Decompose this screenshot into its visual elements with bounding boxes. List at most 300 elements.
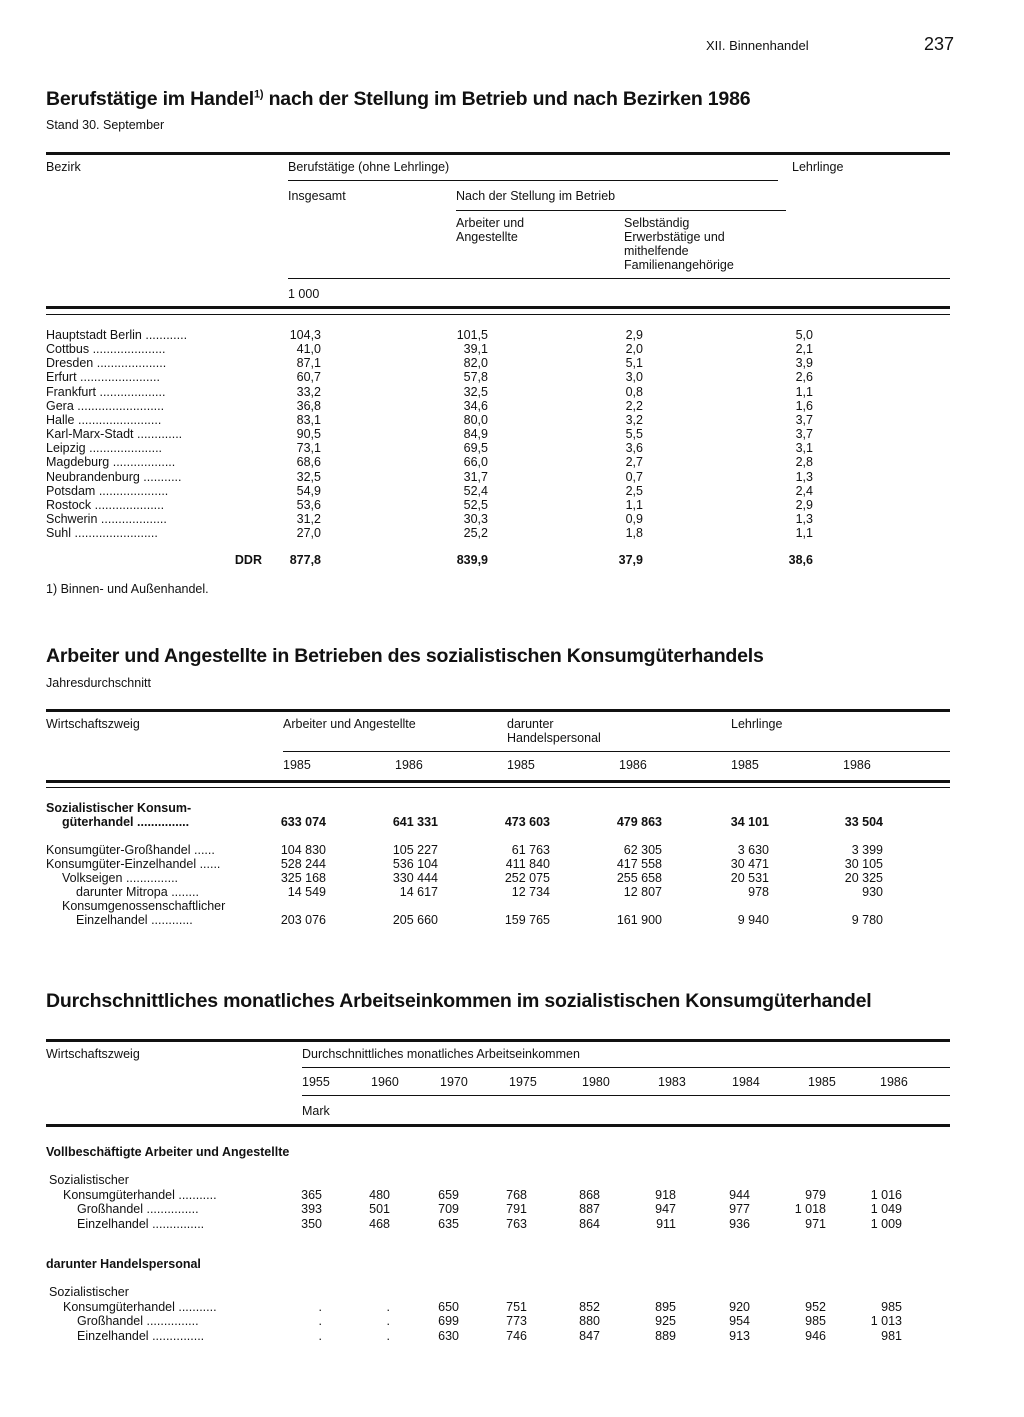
- cell-value: 34 101: [730, 815, 769, 829]
- total-value: 37,9: [618, 553, 643, 567]
- table-row: [46, 1300, 916, 1314]
- t1-col-nach-stellung: Nach der Stellung im Betrieb: [456, 189, 616, 203]
- table-row: [46, 801, 906, 815]
- cell-value: 252 075: [504, 871, 550, 885]
- year-label: 1985: [507, 758, 535, 772]
- cell-value: 971: [805, 1216, 826, 1231]
- t3-rule-years: [302, 1067, 950, 1068]
- row-name: güterhandel: [62, 815, 134, 829]
- table-row: [46, 470, 846, 484]
- t2-col-lehrlinge: Lehrlinge: [731, 717, 783, 731]
- leader-dots: ...........: [174, 1299, 217, 1314]
- leader-dots: .....................: [85, 441, 163, 456]
- table1-title: [46, 88, 750, 111]
- row-label: [49, 1285, 281, 1299]
- table2-subtitle: Jahresdurchschnitt: [46, 676, 151, 690]
- year-label: 1960: [371, 1075, 399, 1089]
- year-label: 1980: [582, 1075, 610, 1089]
- table-row: [46, 356, 846, 370]
- cell-value: 473 603: [504, 815, 550, 829]
- cell-value: 14 549: [287, 885, 326, 899]
- cell-value: 12 734: [511, 885, 550, 899]
- row-name: Großhandel: [77, 1314, 144, 1328]
- cell-value: 979: [805, 1187, 826, 1202]
- leader-dots: ............: [141, 328, 188, 342]
- cell-value: .: [386, 1328, 390, 1343]
- row-label: [46, 413, 262, 427]
- row-label: [46, 470, 262, 484]
- cell-value: 2,4: [795, 483, 813, 498]
- row-name: Magdeburg: [46, 455, 110, 470]
- row-name: Volkseigen: [62, 871, 123, 885]
- table-row: [46, 1329, 916, 1343]
- t1-rule-nach: [456, 210, 786, 211]
- total-value: 877,8: [289, 553, 321, 567]
- cell-value: 53,6: [296, 497, 321, 512]
- cell-value: 5,1: [625, 356, 643, 371]
- cell-value: 36,8: [296, 398, 321, 413]
- cell-value: 1,8: [625, 526, 643, 541]
- row-label: [63, 1300, 281, 1314]
- table3-title: Durchschnittliches monatliches Arbeitseinkommen im sozialistischen Konsumgüterhandel: [46, 990, 872, 1012]
- year-label: 1985: [731, 758, 759, 772]
- year-label: 1986: [843, 758, 871, 772]
- row-name: Einzelhandel: [76, 913, 148, 927]
- cell-value: 5,5: [625, 427, 643, 442]
- row-name: Konsumgüter-Großhandel: [46, 843, 191, 857]
- cell-value: 1 016: [870, 1187, 902, 1202]
- row-name: Hauptstadt Berlin: [46, 328, 142, 342]
- row-name: Konsumgenossenschaftlicher: [62, 899, 226, 913]
- row-label: [77, 1329, 281, 1343]
- cell-value: 2,6: [795, 370, 813, 385]
- leader-dots: .........................: [73, 398, 165, 413]
- row-name: Neubrandenburg: [46, 469, 140, 484]
- t1-col-lehrlinge: Lehrlinge: [792, 160, 844, 174]
- cell-value: 895: [655, 1299, 676, 1314]
- cell-value: 161 900: [616, 913, 662, 927]
- table-row: [46, 455, 846, 469]
- leader-dots: ........: [167, 885, 199, 899]
- cell-value: 480: [369, 1187, 390, 1202]
- cell-value: .: [386, 1299, 390, 1314]
- cell-value: 468: [369, 1216, 390, 1231]
- cell-value: 34,6: [463, 398, 488, 413]
- year-label: 1986: [395, 758, 423, 772]
- cell-value: 880: [579, 1314, 600, 1328]
- cell-value: 947: [655, 1202, 676, 1216]
- row-label: [46, 427, 262, 441]
- row-label: [46, 843, 258, 857]
- table-row: [46, 441, 846, 455]
- cell-value: 3,0: [625, 370, 643, 385]
- leader-dots: ............: [147, 913, 193, 927]
- row-name: Sozialistischer Konsum-: [46, 801, 192, 815]
- t3-header-bottom-rule: [46, 1124, 950, 1127]
- table-row: [46, 1173, 916, 1187]
- cell-value: .: [318, 1328, 322, 1343]
- t1-header-double-rule: [46, 314, 950, 315]
- cell-value: 203 076: [280, 913, 326, 927]
- cell-value: 944: [729, 1187, 750, 1202]
- cell-value: 887: [579, 1202, 600, 1216]
- year-label: 1970: [440, 1075, 468, 1089]
- row-label: [46, 526, 262, 540]
- cell-value: 12 807: [623, 885, 662, 899]
- row-name: Sozialistischer: [49, 1173, 129, 1187]
- leader-dots: ......: [196, 857, 221, 871]
- year-label: 1985: [808, 1075, 836, 1089]
- table-row: [46, 1217, 916, 1231]
- row-name: Dresden: [46, 356, 94, 371]
- table-row: [46, 413, 846, 427]
- cell-value: 3,2: [625, 412, 643, 427]
- cell-value: 981: [881, 1328, 902, 1343]
- section-heading: darunter Handelspersonal: [46, 1257, 201, 1271]
- leader-dots: ...............: [143, 1314, 199, 1328]
- leader-dots: ........................: [71, 526, 158, 541]
- year-label: 1986: [619, 758, 647, 772]
- cell-value: 659: [438, 1187, 459, 1202]
- cell-value: 709: [438, 1202, 459, 1216]
- cell-value: 9 780: [851, 913, 883, 927]
- cell-value: 255 658: [616, 871, 662, 885]
- cell-value: 104 830: [280, 843, 326, 857]
- row-label: [46, 385, 262, 399]
- row-label: [76, 885, 258, 899]
- row-name: darunter Mitropa: [76, 885, 168, 899]
- cell-value: 82,0: [463, 356, 488, 371]
- t1-col-insgesamt: Insgesamt: [288, 189, 346, 203]
- cell-value: 101,5: [456, 328, 488, 342]
- leader-dots: ...................: [97, 512, 167, 526]
- row-label: [46, 328, 262, 342]
- cell-value: 3 399: [851, 843, 883, 857]
- row-name: Konsumgüterhandel: [63, 1299, 175, 1314]
- row-label: [63, 1188, 281, 1202]
- table3-top-rule: [46, 1039, 950, 1042]
- t3-unit: Mark: [302, 1104, 330, 1118]
- row-name: Gera: [46, 398, 74, 413]
- table-row: [46, 857, 906, 871]
- cell-value: 325 168: [280, 871, 326, 885]
- total-value: 38,6: [788, 553, 813, 567]
- cell-value: 80,0: [463, 412, 488, 427]
- table-row: [46, 512, 846, 526]
- cell-value: 936: [729, 1216, 750, 1231]
- year-label: 1975: [509, 1075, 537, 1089]
- cell-value: 0,8: [625, 384, 643, 399]
- cell-value: 350: [301, 1216, 322, 1231]
- row-label: [62, 899, 258, 913]
- cell-value: 39,1: [463, 342, 488, 357]
- cell-value: 1,1: [625, 497, 643, 512]
- table-row: [46, 843, 906, 857]
- cell-value: 105 227: [392, 843, 438, 857]
- year-label: 1986: [880, 1075, 908, 1089]
- row-name: Karl-Marx-Stadt: [46, 427, 134, 442]
- cell-value: 14 617: [399, 885, 438, 899]
- year-label: 1955: [302, 1075, 330, 1089]
- row-label: [76, 913, 258, 927]
- table-row: [46, 899, 906, 913]
- cell-value: 920: [729, 1299, 750, 1314]
- cell-value: 393: [301, 1202, 322, 1216]
- t1-col-berufstaetige: Berufstätige (ohne Lehrlinge): [288, 160, 450, 174]
- cell-value: 411 840: [505, 857, 550, 871]
- t2-header-bottom-rule: [46, 780, 950, 783]
- cell-value: 2,9: [625, 328, 643, 342]
- leader-dots: ...............: [148, 1216, 205, 1231]
- table-row: [46, 885, 906, 899]
- cell-value: 33 504: [844, 815, 883, 829]
- section-heading: Vollbeschäftigte Arbeiter und Angestellte: [46, 1145, 290, 1159]
- cell-value: 913: [729, 1328, 750, 1343]
- row-name: Großhandel: [77, 1202, 144, 1216]
- row-label: [62, 871, 258, 885]
- cell-value: 9 940: [737, 913, 769, 927]
- t2-header-double-rule: [46, 787, 950, 788]
- cell-value: 57,8: [463, 370, 488, 385]
- cell-value: 20 325: [844, 871, 883, 885]
- cell-value: 25,2: [463, 526, 488, 541]
- cell-value: 864: [579, 1216, 600, 1231]
- cell-value: 83,1: [296, 412, 321, 427]
- t1-col-arbeiter: Arbeiter und Angestellte: [456, 216, 525, 244]
- row-name: Rostock: [46, 497, 92, 512]
- cell-value: 2,1: [795, 342, 813, 357]
- cell-value: 0,9: [625, 512, 643, 526]
- table2-title: Arbeiter und Angestellte in Betrieben des sozialistischen Konsumgüterhandels: [46, 645, 764, 667]
- row-name: Halle: [46, 412, 75, 427]
- cell-value: 1,1: [795, 384, 813, 399]
- t1-rule-unit: [288, 278, 950, 279]
- section-header: XII. Binnenhandel: [706, 38, 809, 53]
- leader-dots: ....................: [91, 497, 165, 512]
- row-name: Schwerin: [46, 512, 98, 526]
- leader-dots: ...........: [139, 469, 182, 484]
- cell-value: 751: [506, 1299, 527, 1314]
- footnote-marker: 1): [253, 88, 264, 101]
- cell-value: 20 531: [730, 871, 769, 885]
- t1-header-bottom-rule: [46, 306, 950, 309]
- cell-value: 977: [729, 1202, 750, 1216]
- cell-value: 30 105: [844, 857, 883, 871]
- cell-value: 650: [438, 1299, 459, 1314]
- table-row: [46, 1188, 916, 1202]
- t2-col-wirtschaftszweig: Wirtschaftszweig: [46, 717, 140, 731]
- t3-rule-unit: [302, 1095, 950, 1096]
- t1-col-bezirk: Bezirk: [46, 160, 81, 174]
- cell-value: 1 049: [870, 1202, 902, 1216]
- total-label: DDR: [234, 553, 262, 567]
- table-row: [46, 1314, 916, 1328]
- row-label: [46, 455, 262, 469]
- cell-value: 925: [655, 1314, 676, 1328]
- table1-subtitle: Stand 30. September: [46, 118, 165, 132]
- cell-value: 630: [438, 1328, 459, 1343]
- row-label: [46, 356, 262, 370]
- cell-value: 33,2: [296, 384, 321, 399]
- cell-value: 952: [805, 1299, 826, 1314]
- table-row: [46, 385, 846, 399]
- cell-value: 3,7: [795, 412, 813, 427]
- cell-value: 32,5: [296, 469, 321, 484]
- table-row: [46, 427, 846, 441]
- row-label: [77, 1314, 281, 1328]
- cell-value: 1,1: [795, 526, 813, 541]
- cell-value: 773: [506, 1314, 527, 1328]
- cell-value: 30,3: [463, 512, 488, 526]
- cell-value: .: [318, 1314, 322, 1328]
- cell-value: 90,5: [296, 427, 321, 442]
- cell-value: 954: [729, 1314, 750, 1328]
- row-label: [49, 1173, 281, 1187]
- cell-value: 1 009: [870, 1216, 902, 1231]
- leader-dots: ..................: [109, 455, 176, 470]
- table-row: [46, 1285, 916, 1299]
- row-label: [46, 512, 262, 526]
- cell-value: 87,1: [296, 356, 321, 371]
- cell-value: 946: [805, 1328, 826, 1343]
- cell-value: 205 660: [392, 913, 438, 927]
- leader-dots: ....................: [93, 356, 167, 371]
- cell-value: 54,9: [296, 483, 321, 498]
- cell-value: 3,1: [795, 441, 813, 456]
- cell-value: 52,4: [463, 483, 488, 498]
- row-name: Einzelhandel: [77, 1328, 149, 1343]
- row-label: [46, 484, 262, 498]
- cell-value: 62 305: [623, 843, 662, 857]
- row-name: Suhl: [46, 526, 72, 541]
- cell-value: 985: [805, 1314, 826, 1328]
- cell-value: 66,0: [463, 455, 488, 470]
- year-label: 1983: [658, 1075, 686, 1089]
- year-label: 1984: [732, 1075, 760, 1089]
- t1-rule-beruf: [288, 180, 778, 181]
- t1-unit: 1 000: [288, 287, 320, 301]
- cell-value: 32,5: [463, 384, 488, 399]
- table-row: [46, 328, 846, 342]
- cell-value: 69,5: [463, 441, 488, 456]
- row-label: [62, 815, 258, 829]
- row-label: [46, 342, 262, 356]
- row-name: Leipzig: [46, 441, 86, 456]
- cell-value: 27,0: [296, 526, 321, 541]
- table1-title-text: Berufstätige im Handel: [46, 88, 254, 110]
- t3-col-einkommen: Durchschnittliches monatliches Arbeitseinkommen: [302, 1047, 580, 1061]
- cell-value: 847: [579, 1328, 600, 1343]
- cell-value: 330 444: [392, 871, 438, 885]
- cell-value: 763: [506, 1216, 527, 1231]
- cell-value: 3,6: [625, 441, 643, 456]
- cell-value: 5,0: [795, 328, 813, 342]
- cell-value: 2,5: [625, 483, 643, 498]
- cell-value: 479 863: [616, 815, 662, 829]
- year-label: 1985: [283, 758, 311, 772]
- leader-dots: ...............: [133, 815, 190, 829]
- cell-value: 30 471: [730, 857, 769, 871]
- leader-dots: .......................: [76, 370, 160, 385]
- cell-value: 528 244: [280, 857, 326, 871]
- t2-col-arbeiter: Arbeiter und Angestellte: [283, 717, 416, 731]
- row-name: Konsumgüter-Einzelhandel: [46, 857, 197, 871]
- table-row: [46, 871, 906, 885]
- cell-value: 60,7: [296, 370, 321, 385]
- table-row: [46, 815, 906, 829]
- t1-col-selbstaendig: Selbständig Erwerbstätige und mithelfende Familienangehörige: [624, 216, 734, 272]
- leader-dots: ...............: [122, 871, 179, 885]
- cell-value: 1 018: [794, 1202, 826, 1216]
- leader-dots: .............: [133, 427, 183, 442]
- row-label: [77, 1202, 281, 1216]
- cell-value: 3 630: [737, 843, 769, 857]
- row-name: Sozialistischer: [49, 1285, 129, 1299]
- cell-value: 536 104: [392, 857, 438, 871]
- t2-rule-years: [283, 751, 950, 752]
- leader-dots: ...................: [96, 384, 166, 399]
- cell-value: 417 558: [616, 857, 662, 871]
- leader-dots: .....................: [89, 342, 166, 357]
- row-name: Cottbus: [46, 342, 90, 357]
- table-row: [46, 913, 906, 927]
- cell-value: 868: [579, 1187, 600, 1202]
- cell-value: 2,2: [625, 398, 643, 413]
- cell-value: 2,9: [795, 497, 813, 512]
- cell-value: 2,7: [625, 455, 643, 470]
- row-name: Erfurt: [46, 370, 77, 385]
- total-value: 839,9: [456, 553, 488, 567]
- cell-value: 641 331: [392, 815, 438, 829]
- cell-value: 73,1: [296, 441, 321, 456]
- row-label: [46, 370, 262, 384]
- cell-value: 2,0: [625, 342, 643, 357]
- cell-value: 31,2: [296, 512, 321, 526]
- row-name: Potsdam: [46, 483, 96, 498]
- table2-top-rule: [46, 709, 950, 712]
- cell-value: 61 763: [511, 843, 550, 857]
- cell-value: .: [386, 1314, 390, 1328]
- cell-value: 104,3: [289, 328, 321, 342]
- row-label: [46, 399, 262, 413]
- cell-value: 52,5: [463, 497, 488, 512]
- cell-value: 1,3: [795, 512, 813, 526]
- table-row: [46, 399, 846, 413]
- table1-footnote: 1) Binnen- und Außenhandel.: [46, 582, 209, 596]
- row-label: [77, 1217, 281, 1231]
- row-label: [46, 857, 258, 871]
- cell-value: 791: [506, 1202, 527, 1216]
- row-label: [46, 801, 258, 815]
- cell-value: 852: [579, 1299, 600, 1314]
- total-row: [46, 553, 846, 567]
- cell-value: 3,9: [795, 356, 813, 371]
- cell-value: 0,7: [625, 469, 643, 484]
- cell-value: 1,6: [795, 398, 813, 413]
- cell-value: 918: [655, 1187, 676, 1202]
- cell-value: 985: [881, 1299, 902, 1314]
- table-row: [46, 1202, 916, 1216]
- row-name: Frankfurt: [46, 384, 97, 399]
- cell-value: 699: [438, 1314, 459, 1328]
- cell-value: 159 765: [504, 913, 550, 927]
- cell-value: 930: [862, 885, 883, 899]
- row-name: Einzelhandel: [77, 1216, 149, 1231]
- table1-title-rest: nach der Stellung im Betrieb und nach Bezirken 1986: [263, 88, 751, 110]
- t2-col-handelspersonal: darunter Handelspersonal: [507, 717, 601, 745]
- cell-value: 31,7: [463, 469, 488, 484]
- cell-value: 889: [655, 1328, 676, 1343]
